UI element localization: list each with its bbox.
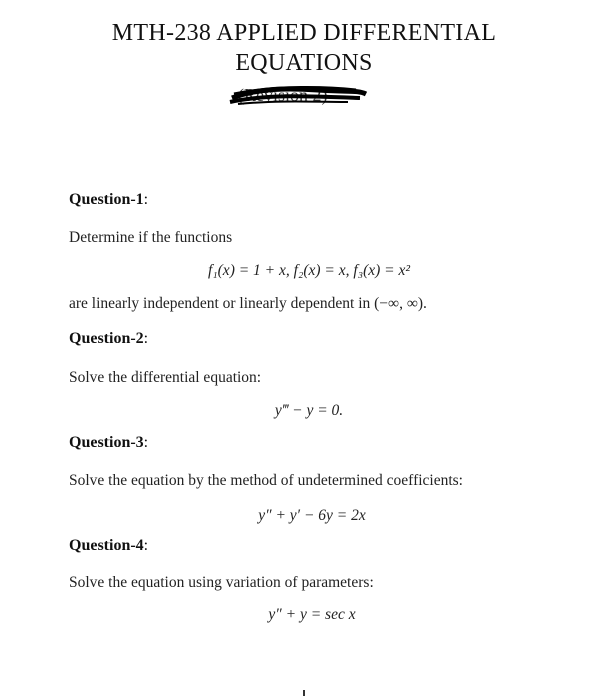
redacted-note-text: (Revision 2) — [238, 85, 328, 105]
question-1-text-after: are linearly independent or linearly dependent in (−∞, ∞). — [69, 295, 427, 312]
question-3-label: Question-3: — [69, 434, 149, 451]
redaction-scribble — [228, 82, 376, 108]
question-1-equation: f₁(x) = 1 + x, f₂(x) = x, f₃(x) = x² — [207, 262, 411, 279]
document-title-line-2: EQUATIONS — [235, 50, 373, 76]
question-1-text: Determine if the functions — [69, 229, 233, 246]
question-2-label: Question-2: — [69, 330, 149, 347]
question-2-text: Solve the differential equation: — [69, 369, 262, 386]
question-1-label: Question-1: — [69, 191, 149, 208]
question-3-text: Solve the equation by the method of undetermined coefficients: — [69, 472, 463, 489]
question-3-equation: y″ + y′ − 6y = 2x — [258, 507, 366, 524]
question-2-equation: y‴ − y = 0. — [274, 402, 344, 419]
question-4-label: Question-4: — [69, 537, 149, 554]
document-title-line-1: MTH-238 APPLIED DIFFERENTIAL — [111, 20, 497, 46]
question-4-equation: y″ + y = sec x — [268, 606, 356, 623]
question-4-text: Solve the equation using variation of parameters: — [69, 574, 374, 591]
page-edge-mark — [303, 690, 305, 696]
